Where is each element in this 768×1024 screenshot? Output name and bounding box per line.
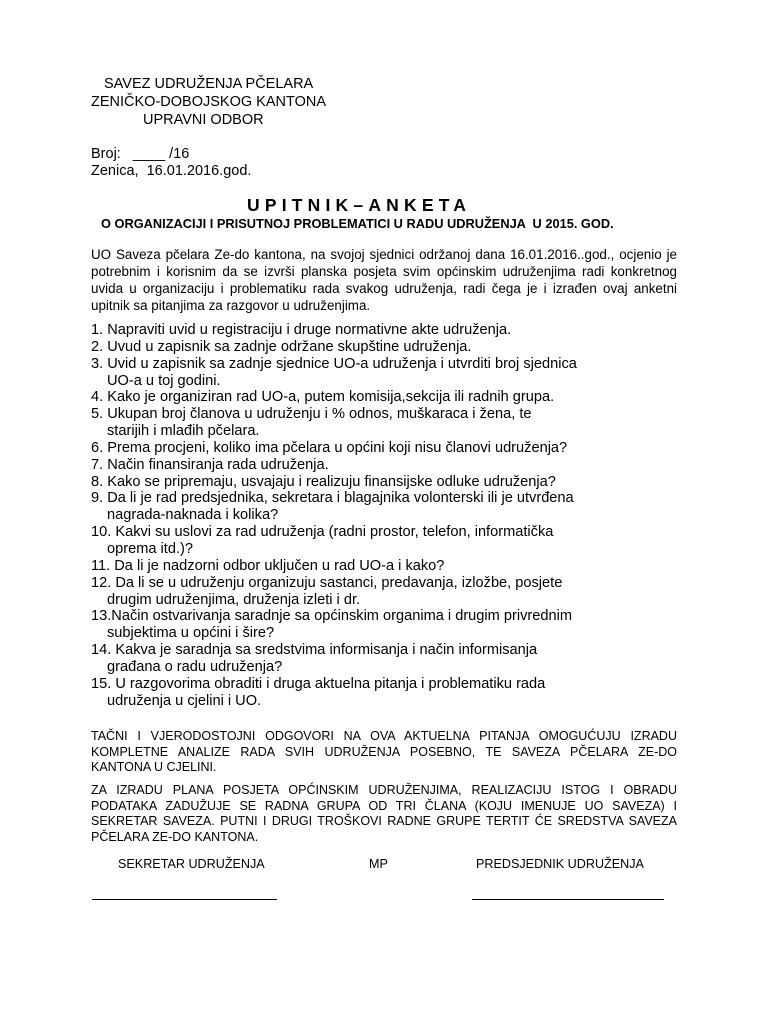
org-name-line2: ZENIČKO-DOBOJSKOG KANTONA: [91, 94, 326, 110]
question-item: 7. Način finansiranja rada udruženja.: [91, 456, 329, 473]
intro-paragraph: UO Saveza pčelara Ze-do kantona, na svojoj sjednici održanoj dana 16.01.2016..god., ocjenio je potrebnim i korisnim da se izvrši planska posjeta svim općinskim udruženjima radi konkretnog uvida u organizaciju i problematiku rada svakog udruženja, radi čega je i izrađen ovaj anketni upitnik sa pitanjima za razgovor u udruženjima.: [91, 247, 677, 313]
president-signature-label: PREDSJEDNIK UDRUŽENJA: [476, 857, 644, 871]
question-item: 5. Ukupan broj članova u udruženju i % odnos, muškaraca i žena, te starijih i mlađih pčelara.: [91, 406, 532, 440]
org-body-name: UPRAVNI ODBOR: [143, 112, 264, 128]
question-item: 3. Uvid u zapisnik sa zadnje sjednice UO-a udruženja i utvrditi broj sjednica UO-a u toj godini.: [91, 355, 577, 389]
secretary-signature-label: SEKRETAR UDRUŽENJA: [118, 857, 265, 871]
president-signature-line: [472, 899, 664, 900]
question-item: 4. Kako je organiziran rad UO-a, putem komisija,sekcija ili radnih grupa.: [91, 389, 555, 406]
document-subtitle: O ORGANIZACIJI I PRISUTNOJ PROBLEMATICI U RADU UDRUŽENJA U 2015. GOD.: [101, 216, 614, 231]
question-item: 1. Napraviti uvid u registraciju i druge normativne akte udruženja.: [91, 322, 512, 338]
plan-paragraph: ZA IZRADU PLANA POSJETA OPĆINSKIM UDRUŽENJIMA, REALIZACIJU ISTOG I OBRADU PODATAKA ZADUŽUJE SE RADNA GRUPA OD TRI ČLANA (KOJU IMENUJE UO SAVEZA) I SEKRETAR SAVEZA. PUTNI I DRUGI TROŠKOVI RADNE GRUPE TERTIT ĆE SREDSTVA SAVEZA PČELARA ZE-DO KANTONA.: [91, 783, 677, 844]
question-list: [91, 322, 691, 709]
question-item: 8. Kako se pripremaju, usvajaju i realizuju finansijske odluke udruženja?: [91, 473, 556, 490]
question-item: 14. Kakva je saradnja sa sredstvima informisanja i način informisanja građana o radu udruženja?: [91, 642, 538, 675]
question-item: 13.Način ostvarivanja saradnje sa općinskim organima i drugim privrednim subjektima u općini i šire?: [91, 608, 572, 642]
question-item: 6. Prema procjeni, koliko ima pčelara u općini koji nisu članovi udruženja?: [91, 439, 568, 456]
question-item: 11. Da li je nadzorni odbor uključen u rad UO-a i kako?: [91, 557, 445, 574]
org-name-line1: SAVEZ UDRUŽENJA PČELARA: [104, 76, 314, 92]
question-item: 15. U razgovorima obraditi i druga aktuelna pitanja i problematiku rada udruženja u cjelini i UO.: [91, 675, 546, 709]
question-item: 12. Da li se u udruženju organizuju sastanci, predavanja, izložbe, posjete drugim udruženjima, druženja izleti i dr.: [91, 574, 563, 608]
document-date: Zenica, 16.01.2016.god.: [91, 163, 252, 179]
answers-paragraph: TAČNI I VJERODOSTOJNI ODGOVORI NA OVA AKTUELNA PITANJA OMOGUĆUJU IZRADU KOMPLETNE ANALIZE RADA SVIH UDRUŽENJA POSEBNO, TE SAVEZA PČELARA ZE-DO KANTONA U CJELINI.: [91, 729, 677, 774]
document-number: Broj: ____ /16: [91, 146, 190, 162]
question-item: 2. Uvud u zapisnik sa zadnje održane skupštine udruženja.: [91, 338, 472, 355]
secretary-signature-line: [92, 899, 277, 900]
question-item: 9. Da li je rad predsjednika, sekretara i blagajnika volonterski ili je utvrđena nagrada-naknada i kolika?: [91, 490, 574, 524]
document-title: UPITNIK–ANKETA: [247, 195, 472, 215]
question-item: 10. Kakvi su uslovi za rad udruženja (radni prostor, telefon, informatička oprema itd.)?: [91, 524, 554, 557]
stamp-label: MP: [369, 857, 388, 871]
